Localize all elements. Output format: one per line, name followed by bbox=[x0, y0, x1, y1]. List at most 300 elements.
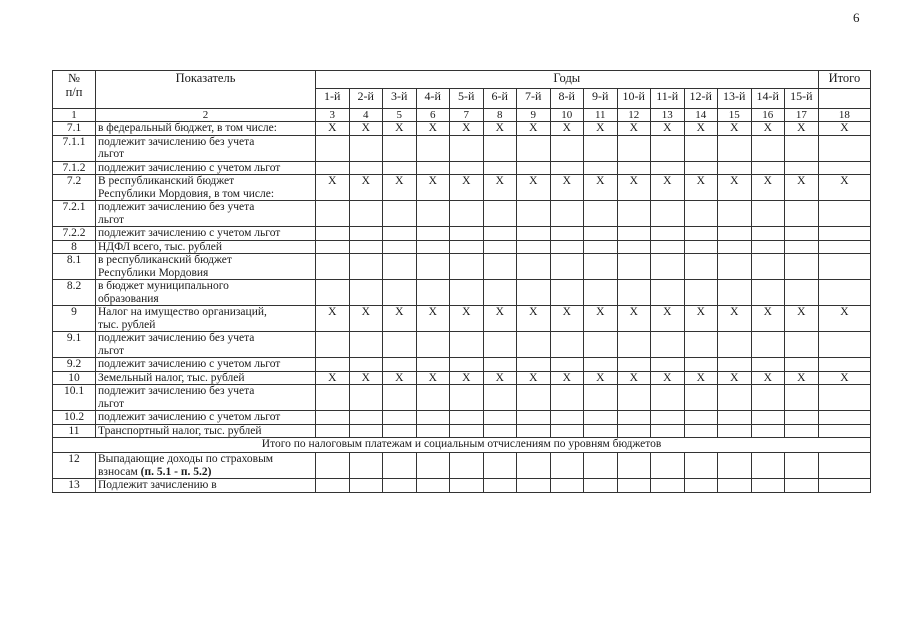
table-row bbox=[53, 358, 871, 372]
value-cell bbox=[517, 385, 551, 411]
year-header-3: 3-й bbox=[383, 89, 417, 109]
x-mark-cell: X bbox=[349, 175, 383, 201]
value-cell bbox=[349, 280, 383, 306]
x-mark-cell: X bbox=[416, 175, 450, 201]
col-header-number: № п/п bbox=[53, 71, 96, 109]
row-label-text: Выпадающие доходы по страховым взносам bbox=[98, 453, 274, 478]
column-number-18: 18 bbox=[818, 109, 871, 122]
table-row bbox=[53, 122, 871, 136]
value-cell bbox=[785, 227, 819, 241]
row-label: в республиканский бюджет Республики Мордовия bbox=[96, 254, 316, 280]
value-cell bbox=[617, 332, 651, 358]
value-cell bbox=[684, 201, 718, 227]
value-cell bbox=[684, 161, 718, 175]
row-number: 7.1.1 bbox=[53, 135, 96, 161]
value-cell bbox=[718, 453, 752, 479]
value-cell bbox=[550, 358, 584, 372]
x-mark-cell: X bbox=[651, 306, 685, 332]
value-cell bbox=[818, 385, 871, 411]
x-mark-cell: X bbox=[383, 306, 417, 332]
value-cell bbox=[785, 254, 819, 280]
value-cell bbox=[316, 424, 350, 438]
value-cell bbox=[617, 411, 651, 425]
value-cell bbox=[684, 280, 718, 306]
value-cell bbox=[751, 479, 785, 493]
value-cell bbox=[483, 411, 517, 425]
year-header-12: 12-й bbox=[684, 89, 718, 109]
value-cell bbox=[584, 227, 618, 241]
x-mark-cell: X bbox=[684, 306, 718, 332]
row-label: Налог на имущество организаций, тыс. рублей bbox=[96, 306, 316, 332]
column-number-2: 2 bbox=[96, 109, 316, 122]
value-cell bbox=[316, 358, 350, 372]
value-cell bbox=[818, 358, 871, 372]
value-cell bbox=[416, 385, 450, 411]
x-mark-cell: X bbox=[383, 122, 417, 136]
value-cell bbox=[651, 201, 685, 227]
x-mark-cell: X bbox=[416, 371, 450, 385]
x-mark-cell: X bbox=[584, 175, 618, 201]
value-cell bbox=[383, 358, 417, 372]
row-label: подлежит зачислению без учета льгот bbox=[96, 385, 316, 411]
value-cell bbox=[450, 135, 484, 161]
x-mark-cell: X bbox=[316, 175, 350, 201]
value-cell bbox=[316, 254, 350, 280]
value-cell bbox=[483, 385, 517, 411]
row-number: 10.2 bbox=[53, 411, 96, 425]
value-cell bbox=[818, 411, 871, 425]
col-header-years: Годы bbox=[316, 71, 819, 89]
value-cell bbox=[416, 161, 450, 175]
table-row bbox=[53, 479, 871, 493]
table-row bbox=[53, 371, 871, 385]
x-mark-cell: X bbox=[617, 175, 651, 201]
value-cell bbox=[483, 227, 517, 241]
value-cell bbox=[718, 135, 752, 161]
x-mark-cell: X bbox=[818, 122, 871, 136]
table-row bbox=[53, 280, 871, 306]
value-cell bbox=[718, 358, 752, 372]
value-cell bbox=[450, 227, 484, 241]
x-mark-cell: X bbox=[718, 371, 752, 385]
x-mark-cell: X bbox=[818, 371, 871, 385]
value-cell bbox=[584, 424, 618, 438]
value-cell bbox=[517, 424, 551, 438]
x-mark-cell: X bbox=[517, 175, 551, 201]
value-cell bbox=[785, 332, 819, 358]
value-cell bbox=[550, 411, 584, 425]
value-cell bbox=[349, 161, 383, 175]
value-cell bbox=[416, 453, 450, 479]
value-cell bbox=[517, 161, 551, 175]
row-number: 8 bbox=[53, 240, 96, 254]
value-cell bbox=[751, 385, 785, 411]
value-cell bbox=[651, 240, 685, 254]
x-mark-cell: X bbox=[450, 175, 484, 201]
x-mark-cell: X bbox=[550, 122, 584, 136]
value-cell bbox=[416, 424, 450, 438]
row-label: подлежит зачислению без учета льгот bbox=[96, 332, 316, 358]
x-mark-cell: X bbox=[751, 122, 785, 136]
x-mark-cell: X bbox=[450, 371, 484, 385]
value-cell bbox=[785, 135, 819, 161]
value-cell bbox=[818, 240, 871, 254]
column-number-16: 16 bbox=[751, 109, 785, 122]
table-row bbox=[53, 227, 871, 241]
value-cell bbox=[550, 227, 584, 241]
value-cell bbox=[416, 332, 450, 358]
value-cell bbox=[617, 424, 651, 438]
value-cell bbox=[349, 240, 383, 254]
year-header-10: 10-й bbox=[617, 89, 651, 109]
row-number: 11 bbox=[53, 424, 96, 438]
value-cell bbox=[818, 280, 871, 306]
value-cell bbox=[316, 201, 350, 227]
value-cell bbox=[550, 424, 584, 438]
x-mark-cell: X bbox=[684, 122, 718, 136]
value-cell bbox=[517, 240, 551, 254]
value-cell bbox=[383, 161, 417, 175]
value-cell bbox=[450, 280, 484, 306]
table-row bbox=[53, 424, 871, 438]
value-cell bbox=[718, 227, 752, 241]
value-cell bbox=[785, 201, 819, 227]
value-cell bbox=[349, 201, 383, 227]
row-number: 7.2.2 bbox=[53, 227, 96, 241]
value-cell bbox=[751, 135, 785, 161]
value-cell bbox=[584, 332, 618, 358]
value-cell bbox=[684, 453, 718, 479]
row-label: подлежит зачислению с учетом льгот bbox=[96, 161, 316, 175]
column-number-12: 12 bbox=[617, 109, 651, 122]
year-header-8: 8-й bbox=[550, 89, 584, 109]
x-mark-cell: X bbox=[517, 306, 551, 332]
column-number-9: 9 bbox=[517, 109, 551, 122]
table-row bbox=[53, 161, 871, 175]
value-cell bbox=[316, 332, 350, 358]
row-number: 7.2 bbox=[53, 175, 96, 201]
value-cell bbox=[584, 385, 618, 411]
value-cell bbox=[584, 240, 618, 254]
value-cell bbox=[383, 479, 417, 493]
x-mark-cell: X bbox=[651, 175, 685, 201]
value-cell bbox=[316, 135, 350, 161]
value-cell bbox=[718, 161, 752, 175]
value-cell bbox=[785, 453, 819, 479]
value-cell bbox=[517, 411, 551, 425]
value-cell bbox=[483, 240, 517, 254]
x-mark-cell: X bbox=[684, 371, 718, 385]
value-cell bbox=[349, 227, 383, 241]
value-cell bbox=[316, 453, 350, 479]
value-cell bbox=[483, 254, 517, 280]
value-cell bbox=[316, 227, 350, 241]
value-cell bbox=[584, 479, 618, 493]
x-mark-cell: X bbox=[483, 122, 517, 136]
value-cell bbox=[785, 411, 819, 425]
table-row bbox=[53, 385, 871, 411]
value-cell bbox=[517, 332, 551, 358]
x-mark-cell: X bbox=[617, 306, 651, 332]
value-cell bbox=[450, 161, 484, 175]
row-label: Подлежит зачислению в bbox=[96, 479, 316, 493]
value-cell bbox=[751, 332, 785, 358]
x-mark-cell: X bbox=[550, 306, 584, 332]
value-cell bbox=[349, 479, 383, 493]
value-cell bbox=[517, 201, 551, 227]
value-cell bbox=[483, 453, 517, 479]
row-label: подлежит зачислению с учетом льгот bbox=[96, 411, 316, 425]
value-cell bbox=[450, 479, 484, 493]
value-cell bbox=[550, 332, 584, 358]
x-mark-cell: X bbox=[785, 122, 819, 136]
value-cell bbox=[785, 358, 819, 372]
value-cell bbox=[751, 411, 785, 425]
year-header-1: 1-й bbox=[316, 89, 350, 109]
value-cell bbox=[416, 358, 450, 372]
value-cell bbox=[785, 479, 819, 493]
value-cell bbox=[584, 135, 618, 161]
value-cell bbox=[617, 227, 651, 241]
value-cell bbox=[718, 424, 752, 438]
table-row bbox=[53, 135, 871, 161]
row-number: 7.1.2 bbox=[53, 161, 96, 175]
value-cell bbox=[517, 254, 551, 280]
x-mark-cell: X bbox=[718, 122, 752, 136]
row-label: подлежит зачислению с учетом льгот bbox=[96, 227, 316, 241]
value-cell bbox=[584, 161, 618, 175]
summary-row-text: Итого по налоговым платежам и социальным отчислениям по уровням бюджетов bbox=[53, 438, 871, 453]
year-header-14: 14-й bbox=[751, 89, 785, 109]
value-cell bbox=[785, 280, 819, 306]
row-label: Земельный налог, тыс. рублей bbox=[96, 371, 316, 385]
value-cell bbox=[450, 201, 484, 227]
value-cell bbox=[818, 201, 871, 227]
value-cell bbox=[818, 424, 871, 438]
value-cell bbox=[450, 424, 484, 438]
value-cell bbox=[617, 385, 651, 411]
value-cell bbox=[617, 201, 651, 227]
year-header-9: 9-й bbox=[584, 89, 618, 109]
row-label bbox=[96, 453, 316, 479]
x-mark-cell: X bbox=[818, 306, 871, 332]
value-cell bbox=[818, 161, 871, 175]
x-mark-cell: X bbox=[550, 371, 584, 385]
value-cell bbox=[349, 453, 383, 479]
value-cell bbox=[651, 280, 685, 306]
x-mark-cell: X bbox=[651, 371, 685, 385]
value-cell bbox=[416, 411, 450, 425]
x-mark-cell: X bbox=[316, 371, 350, 385]
x-mark-cell: X bbox=[316, 306, 350, 332]
table-row bbox=[53, 201, 871, 227]
row-label: в федеральный бюджет, в том числе: bbox=[96, 122, 316, 136]
value-cell bbox=[383, 332, 417, 358]
value-cell bbox=[718, 385, 752, 411]
column-numbers-row bbox=[53, 109, 871, 122]
value-cell bbox=[550, 240, 584, 254]
value-cell bbox=[785, 424, 819, 438]
value-cell bbox=[718, 332, 752, 358]
x-mark-cell: X bbox=[550, 175, 584, 201]
row-label: подлежит зачислению без учета льгот bbox=[96, 201, 316, 227]
row-label: НДФЛ всего, тыс. рублей bbox=[96, 240, 316, 254]
value-cell bbox=[383, 227, 417, 241]
x-mark-cell: X bbox=[483, 306, 517, 332]
column-number-17: 17 bbox=[785, 109, 819, 122]
col-header-total: Итого bbox=[818, 71, 871, 89]
value-cell bbox=[550, 135, 584, 161]
value-cell bbox=[416, 240, 450, 254]
value-cell bbox=[517, 280, 551, 306]
row-number: 7.2.1 bbox=[53, 201, 96, 227]
value-cell bbox=[383, 254, 417, 280]
value-cell bbox=[684, 385, 718, 411]
value-cell bbox=[651, 479, 685, 493]
value-cell bbox=[818, 135, 871, 161]
value-cell bbox=[517, 479, 551, 493]
x-mark-cell: X bbox=[651, 122, 685, 136]
value-cell bbox=[751, 424, 785, 438]
value-cell bbox=[483, 161, 517, 175]
row-label: подлежит зачислению с учетом льгот bbox=[96, 358, 316, 372]
value-cell bbox=[416, 135, 450, 161]
year-header-2: 2-й bbox=[349, 89, 383, 109]
summary-row bbox=[53, 438, 871, 453]
table-body bbox=[53, 122, 871, 493]
value-cell bbox=[718, 280, 752, 306]
value-cell bbox=[483, 332, 517, 358]
table-row bbox=[53, 453, 871, 479]
value-cell bbox=[316, 280, 350, 306]
row-number: 10.1 bbox=[53, 385, 96, 411]
value-cell bbox=[483, 479, 517, 493]
tax-indicators-table bbox=[52, 70, 871, 493]
x-mark-cell: X bbox=[751, 175, 785, 201]
value-cell bbox=[450, 453, 484, 479]
value-cell bbox=[416, 479, 450, 493]
x-mark-cell: X bbox=[751, 371, 785, 385]
x-mark-cell: X bbox=[483, 175, 517, 201]
value-cell bbox=[584, 280, 618, 306]
year-header-5: 5-й bbox=[450, 89, 484, 109]
column-number-3: 3 bbox=[316, 109, 350, 122]
page-number: 6 bbox=[853, 10, 860, 25]
value-cell bbox=[584, 358, 618, 372]
column-number-7: 7 bbox=[450, 109, 484, 122]
value-cell bbox=[584, 201, 618, 227]
value-cell bbox=[617, 453, 651, 479]
row-number: 10 bbox=[53, 371, 96, 385]
value-cell bbox=[818, 453, 871, 479]
value-cell bbox=[349, 424, 383, 438]
value-cell bbox=[550, 479, 584, 493]
value-cell bbox=[751, 161, 785, 175]
value-cell bbox=[617, 358, 651, 372]
year-header-15: 15-й bbox=[785, 89, 819, 109]
value-cell bbox=[684, 424, 718, 438]
value-cell bbox=[684, 479, 718, 493]
x-mark-cell: X bbox=[383, 175, 417, 201]
x-mark-cell: X bbox=[316, 122, 350, 136]
year-header-6: 6-й bbox=[483, 89, 517, 109]
value-cell bbox=[584, 254, 618, 280]
value-cell bbox=[751, 240, 785, 254]
column-number-13: 13 bbox=[651, 109, 685, 122]
row-number: 8.1 bbox=[53, 254, 96, 280]
x-mark-cell: X bbox=[584, 371, 618, 385]
column-number-4: 4 bbox=[349, 109, 383, 122]
x-mark-cell: X bbox=[349, 306, 383, 332]
column-number-14: 14 bbox=[684, 109, 718, 122]
value-cell bbox=[450, 358, 484, 372]
value-cell bbox=[483, 280, 517, 306]
x-mark-cell: X bbox=[617, 122, 651, 136]
value-cell bbox=[517, 227, 551, 241]
value-cell bbox=[651, 161, 685, 175]
value-cell bbox=[383, 424, 417, 438]
value-cell bbox=[383, 240, 417, 254]
value-cell bbox=[349, 332, 383, 358]
x-mark-cell: X bbox=[718, 306, 752, 332]
value-cell bbox=[383, 385, 417, 411]
x-mark-cell: X bbox=[483, 371, 517, 385]
row-number: 8.2 bbox=[53, 280, 96, 306]
value-cell bbox=[316, 411, 350, 425]
value-cell bbox=[785, 385, 819, 411]
value-cell bbox=[316, 240, 350, 254]
x-mark-cell: X bbox=[416, 122, 450, 136]
value-cell bbox=[550, 201, 584, 227]
value-cell bbox=[684, 227, 718, 241]
x-mark-cell: X bbox=[517, 122, 551, 136]
table-row bbox=[53, 332, 871, 358]
row-label: В республиканский бюджет Республики Мордовия, в том числе: bbox=[96, 175, 316, 201]
value-cell bbox=[718, 479, 752, 493]
value-cell bbox=[349, 358, 383, 372]
x-mark-cell: X bbox=[517, 371, 551, 385]
table-row bbox=[53, 306, 871, 332]
value-cell bbox=[450, 411, 484, 425]
value-cell bbox=[416, 254, 450, 280]
value-cell bbox=[483, 358, 517, 372]
table-row bbox=[53, 240, 871, 254]
value-cell bbox=[349, 135, 383, 161]
value-cell bbox=[684, 135, 718, 161]
value-cell bbox=[785, 240, 819, 254]
value-cell bbox=[383, 453, 417, 479]
value-cell bbox=[450, 385, 484, 411]
value-cell bbox=[718, 240, 752, 254]
row-number: 9.2 bbox=[53, 358, 96, 372]
value-cell bbox=[751, 227, 785, 241]
value-cell bbox=[483, 424, 517, 438]
value-cell bbox=[517, 135, 551, 161]
value-cell bbox=[818, 479, 871, 493]
row-number: 13 bbox=[53, 479, 96, 493]
value-cell bbox=[818, 332, 871, 358]
value-cell bbox=[651, 227, 685, 241]
row-label: Транспортный налог, тыс. рублей bbox=[96, 424, 316, 438]
x-mark-cell: X bbox=[349, 371, 383, 385]
x-mark-cell: X bbox=[818, 175, 871, 201]
row-number: 9.1 bbox=[53, 332, 96, 358]
value-cell bbox=[617, 280, 651, 306]
value-cell bbox=[785, 161, 819, 175]
value-cell bbox=[751, 201, 785, 227]
value-cell bbox=[517, 358, 551, 372]
value-cell bbox=[718, 254, 752, 280]
